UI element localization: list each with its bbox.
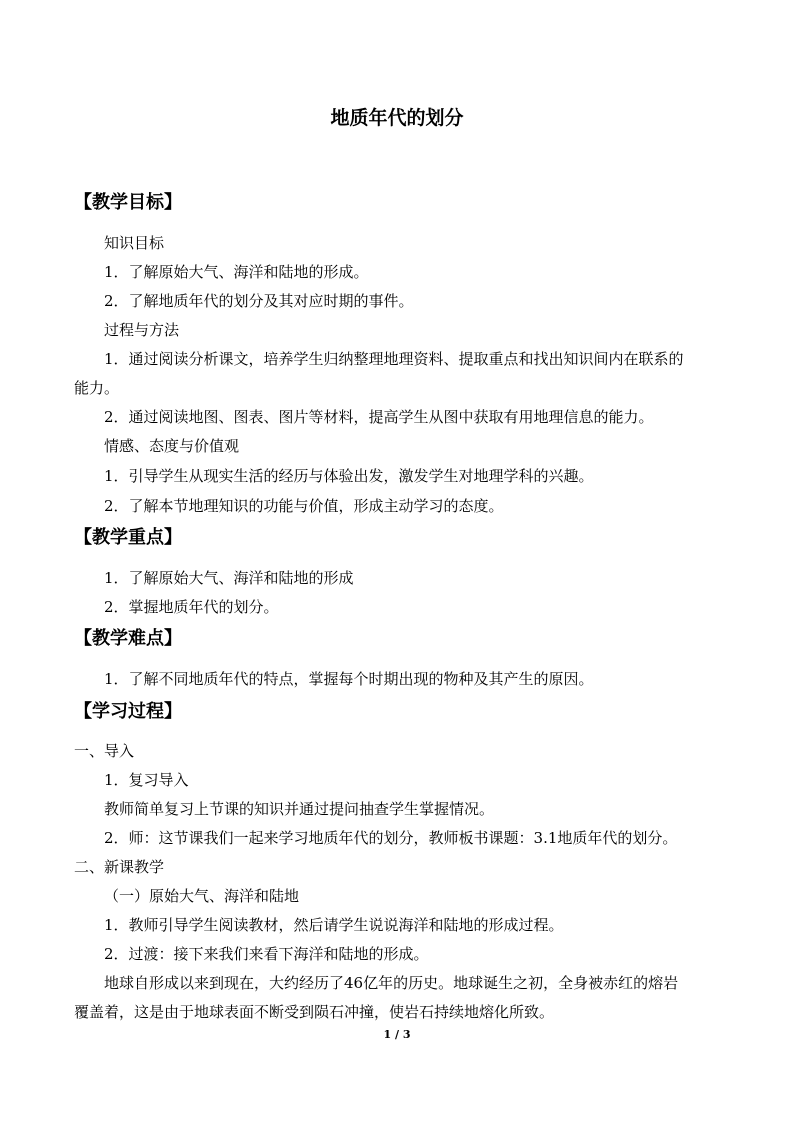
list-item: 1．了解原始大气、海洋和陆地的形成。 xyxy=(104,263,369,281)
subsection-title: （一）原始大气、海洋和陆地 xyxy=(104,887,300,905)
heading-learning-process: 【学习过程】 xyxy=(74,701,182,722)
list-item: 1．通过阅读分析课文，培养学生归纳整理地理资料、提取重点和找出知识间内在联系的 xyxy=(104,350,684,368)
label-knowledge-goals: 知识目标 xyxy=(104,234,165,252)
heading-key-points: 【教学重点】 xyxy=(74,527,182,548)
list-item: 2．了解地质年代的划分及其对应时期的事件。 xyxy=(104,292,414,310)
list-item: 1．教师引导学生阅读教材，然后请学生说说海洋和陆地的形成过程。 xyxy=(104,916,564,934)
paragraph-continuation: 覆盖着，这是由于地球表面不断受到陨石冲撞，使岩石持续地熔化所致。 xyxy=(74,1003,555,1021)
list-item: 2．掌握地质年代的划分。 xyxy=(104,598,279,616)
list-item: 2．通过阅读地图、图表、图片等材料，提高学生从图中获取有用地理信息的能力。 xyxy=(104,408,654,426)
section-new-lesson-label: 二、新课教学 xyxy=(74,858,165,876)
document-title: 地质年代的划分 xyxy=(330,107,464,129)
heading-difficulties: 【教学难点】 xyxy=(74,628,182,649)
list-item: 2．了解本节地理知识的功能与价值，形成主动学习的态度。 xyxy=(104,497,504,515)
list-item: 2．师：这节课我们一起来学习地质年代的划分，教师板书课题：3.1地质年代的划分。 xyxy=(104,829,678,847)
list-item: 1．了解原始大气、海洋和陆地的形成 xyxy=(104,569,354,587)
label-attitude-values: 情感、态度与价值观 xyxy=(104,437,240,455)
label-process-methods: 过程与方法 xyxy=(104,321,180,339)
list-item: 2．过渡：接下来我们来看下海洋和陆地的形成。 xyxy=(104,945,429,963)
list-item-continuation: 能力。 xyxy=(74,379,120,397)
list-item: 1．了解不同地质年代的特点，掌握每个时期出现的物种及其产生的原因。 xyxy=(104,670,594,688)
list-item: 1．复习导入 xyxy=(104,771,189,789)
heading-objectives: 【教学目标】 xyxy=(74,192,182,213)
paragraph: 地球自形成以来到现在，大约经历了46亿年的历史。地球诞生之初，全身被赤红的熔岩 xyxy=(104,974,679,992)
section-intro-label: 一、导入 xyxy=(74,742,135,760)
paragraph: 教师简单复习上节课的知识并通过提问抽查学生掌握情况。 xyxy=(104,800,495,818)
list-item: 1．引导学生从现实生活的经历与体验出发，激发学生对地理学科的兴趣。 xyxy=(104,467,594,485)
page-number: 1 / 3 xyxy=(383,1028,411,1041)
